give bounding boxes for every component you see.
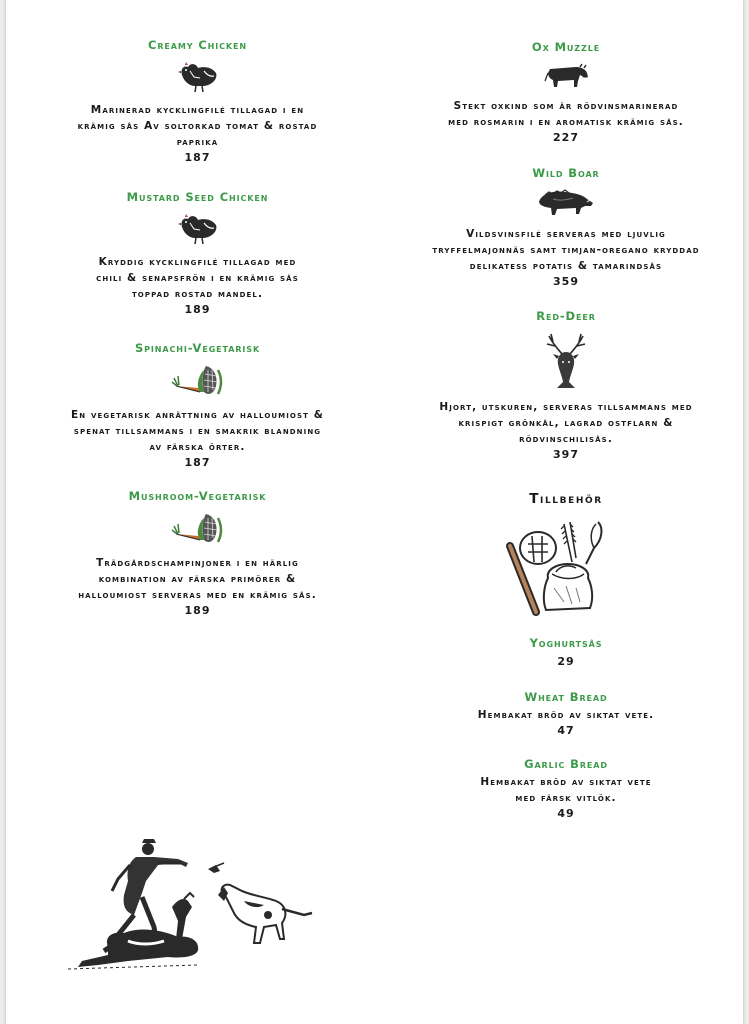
- dish-description-line: Kryddig kycklingfilé tillagad med: [98, 256, 297, 268]
- vegetables-icon: [170, 510, 226, 546]
- dish-description-line: delikatess potatis & tamarindsås: [469, 260, 663, 272]
- side-wheat-bread: [389, 690, 743, 739]
- dish-description-line: Marinerad kycklingfilé tillagad i en: [90, 104, 305, 116]
- dish-name: Ox Muzzle: [531, 40, 601, 54]
- dish-price: 187: [184, 151, 211, 164]
- dish-wild-boar: [389, 166, 743, 290]
- side-yoghurtsas: [389, 636, 743, 670]
- dish-price: 189: [184, 604, 211, 617]
- dish-name: Creamy Chicken: [148, 38, 247, 52]
- boar-icon: [535, 187, 597, 217]
- dish-description-line: av färska örter.: [149, 441, 246, 453]
- side-price: 49: [557, 807, 575, 820]
- dish-description-line: Hjort, utskuren, serveras tillsammans med: [439, 401, 693, 413]
- side-description-line: Hembakat bröd av siktat vete.: [477, 709, 655, 721]
- dish-name: Red-Deer: [536, 309, 596, 323]
- hen-icon: [176, 211, 220, 245]
- hunter-with-dogs-illustration: [68, 835, 318, 975]
- dish-description-line: spenat tillsammans i en smakrik blandning: [73, 425, 322, 437]
- side-price: 47: [557, 724, 575, 737]
- deer-icon: [541, 330, 591, 390]
- dish-price: 359: [553, 275, 579, 288]
- dish-red-deer: [389, 309, 743, 463]
- dish-description-line: tryffelmajonnäs samt timjan-oregano kryddad: [432, 244, 700, 256]
- dish-description-line: rödvinschilisås.: [519, 433, 613, 445]
- dish-description-line: kombination av färska primörer &: [98, 573, 297, 585]
- side-name: Garlic Bread: [524, 757, 608, 771]
- dish-price: 187: [184, 456, 211, 469]
- dish-description-line: med rosmarin i en aromatisk krämig sås.: [448, 116, 684, 128]
- dish-ox-muzzle: [389, 40, 743, 146]
- hen-icon: [176, 59, 220, 93]
- dish-mushroom-vegetarisk: [6, 489, 389, 619]
- dish-price: 227: [553, 131, 579, 144]
- dish-description-line: halloumiost serveras med en krämig sås.: [78, 589, 317, 601]
- dish-description-line: chili & senapsfrön i en krämig sås: [96, 272, 299, 284]
- dish-creamy-chicken: [6, 38, 389, 166]
- dish-description-line: Vildsvinsfilé serveras med ljuvlig: [466, 228, 666, 240]
- vegetables-icon: [170, 362, 226, 398]
- dish-description-line: Trädgårdschampinjoner i en härlig: [96, 557, 299, 569]
- dish-description-line: toppad rostad mandel.: [131, 288, 264, 300]
- dish-name: Mushroom-Vegetarisk: [128, 489, 267, 503]
- side-description-line: Hembakat bröd av siktat vete: [480, 776, 652, 788]
- side-name: Yoghurtsås: [529, 636, 603, 650]
- dish-name: Mustard Seed Chicken: [126, 190, 269, 204]
- dish-description-line: paprika: [176, 136, 219, 148]
- dish-name: Spinachi-Vegetarisk: [134, 341, 261, 355]
- side-name: Wheat Bread: [524, 690, 608, 704]
- ox-icon: [542, 61, 590, 89]
- dish-spinachi-vegetarisk: [6, 341, 389, 471]
- dish-price: 189: [184, 303, 211, 316]
- dish-description-line: krispigt grönkål, lagrad ostflarn &: [458, 417, 674, 429]
- dish-mustard-seed-chicken: [6, 190, 389, 318]
- bakery-icon: [506, 518, 616, 616]
- side-garlic-bread: [389, 757, 743, 822]
- dish-name: Wild Boar: [532, 166, 600, 180]
- dish-description-line: Stekt oxkind som är rödvinsmarinerad: [453, 100, 679, 112]
- dish-description-line: En vegetarisk anrättning av halloumiost &: [71, 409, 324, 421]
- dish-price: 397: [553, 448, 579, 461]
- dish-description-line: krämig sås Av soltorkad tomat & rostad: [77, 120, 318, 132]
- side-price: 29: [557, 655, 575, 668]
- menu-page: [6, 0, 743, 1024]
- sides-section-title: Tillbehör: [529, 491, 603, 507]
- side-description-line: med färsk vitlök.: [515, 792, 617, 804]
